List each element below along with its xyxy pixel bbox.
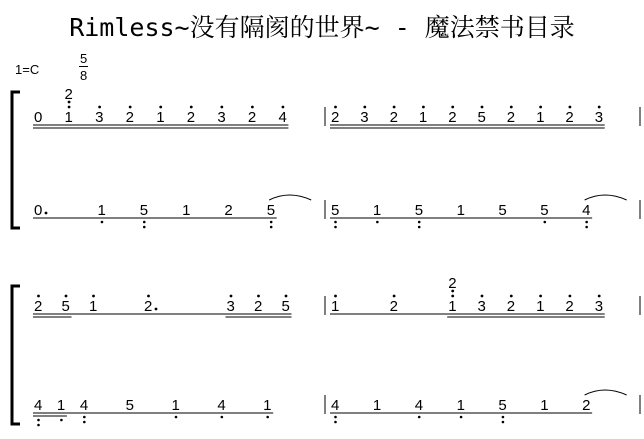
octave-dot bbox=[422, 106, 425, 109]
octave-dot bbox=[251, 106, 254, 109]
octave-dot bbox=[585, 226, 588, 229]
octave-dot bbox=[37, 424, 40, 427]
octave-dot bbox=[585, 221, 588, 224]
octave-dot bbox=[539, 295, 542, 298]
octave-dot bbox=[334, 416, 337, 419]
jianpu-note: 5 bbox=[61, 298, 70, 315]
jianpu-note: 5 bbox=[498, 202, 507, 219]
octave-dot bbox=[543, 221, 546, 224]
system-bracket bbox=[12, 92, 20, 228]
octave-dot bbox=[451, 106, 454, 109]
key-signature: 1=C bbox=[15, 62, 40, 77]
octave-mark: 2 bbox=[448, 275, 457, 292]
jianpu-note: 1 bbox=[372, 202, 382, 219]
jianpu-note: 5 bbox=[266, 202, 276, 219]
jianpu-note: 4 bbox=[278, 109, 287, 126]
jianpu-note: 2 bbox=[34, 298, 43, 315]
octave-dot bbox=[129, 106, 132, 109]
jianpu-note: 1 bbox=[418, 109, 428, 126]
jianpu-note: 1 bbox=[171, 397, 180, 414]
jianpu-note: 1 bbox=[456, 397, 465, 414]
octave-dot bbox=[510, 295, 513, 298]
score-title: Rimless~没有隔阂的世界~ - 魔法禁书目录 bbox=[69, 13, 575, 42]
octave-dot bbox=[143, 226, 146, 229]
jianpu-note: 3 bbox=[217, 109, 226, 126]
jianpu-note: 2 bbox=[506, 109, 516, 126]
octave-dot bbox=[221, 416, 224, 419]
jianpu-note: 4 bbox=[34, 397, 43, 414]
jianpu-note: 3 bbox=[594, 298, 604, 315]
octave-dot bbox=[190, 106, 193, 109]
octave-dot bbox=[147, 295, 150, 298]
octave-dot bbox=[159, 106, 162, 109]
jianpu-note: 1 bbox=[263, 397, 272, 414]
octave-dot bbox=[510, 106, 513, 109]
octave-dot bbox=[598, 295, 601, 298]
jianpu-note: 5 bbox=[281, 298, 290, 315]
jianpu-note: 1 bbox=[331, 298, 340, 315]
jianpu-note: 0 bbox=[34, 109, 43, 126]
jianpu-note: 5 bbox=[125, 397, 135, 414]
time-numerator: 5 bbox=[80, 51, 88, 66]
jianpu-note: 1 bbox=[448, 298, 457, 315]
jianpu-note: 4 bbox=[217, 397, 226, 414]
octave-dot bbox=[481, 106, 484, 109]
jianpu-note: 2 bbox=[389, 298, 398, 315]
octave-dot bbox=[60, 419, 63, 422]
octave-dot bbox=[83, 421, 86, 424]
octave-dot bbox=[334, 226, 337, 229]
octave-dot bbox=[334, 106, 337, 109]
jianpu-note: 0 bbox=[34, 202, 43, 219]
jianpu-note: 1 bbox=[536, 298, 545, 315]
octave-mark: 2 bbox=[64, 86, 73, 103]
jianpu-note: 2 bbox=[254, 298, 263, 315]
jianpu-note: 3 bbox=[95, 109, 104, 126]
octave-dot bbox=[98, 106, 101, 109]
jianpu-note: 2 bbox=[389, 109, 398, 126]
octave-dot bbox=[460, 416, 463, 419]
octave-dot bbox=[270, 221, 273, 224]
octave-dot bbox=[334, 295, 337, 298]
octave-dot bbox=[393, 106, 396, 109]
jianpu-note: 4 bbox=[414, 397, 424, 414]
octave-dot bbox=[230, 295, 233, 298]
octave-dot bbox=[83, 416, 86, 419]
jianpu-note: 2 bbox=[582, 397, 591, 414]
jianpu-note: 3 bbox=[594, 109, 604, 126]
octave-dot bbox=[37, 419, 40, 422]
jianpu-note: 2 bbox=[565, 109, 574, 126]
jianpu-note: 1 bbox=[372, 397, 382, 414]
octave-dot bbox=[65, 295, 68, 298]
octave-dot bbox=[502, 421, 505, 424]
jianpu-note: 1 bbox=[456, 202, 465, 219]
jianpu-note: 3 bbox=[226, 298, 235, 315]
jianpu-note: 2 bbox=[448, 109, 457, 126]
system-bracket bbox=[12, 286, 20, 424]
jianpu-note: 4 bbox=[582, 202, 591, 219]
jianpu-note: 5 bbox=[139, 202, 149, 219]
jianpu-note: 1 bbox=[156, 109, 165, 126]
octave-dot bbox=[418, 226, 421, 229]
octave-dot bbox=[539, 106, 542, 109]
jianpu-note: 5 bbox=[498, 397, 507, 414]
octave-dot bbox=[502, 416, 505, 419]
jianpu-note: 4 bbox=[331, 397, 340, 414]
octave-dot bbox=[418, 221, 421, 224]
octave-dot bbox=[92, 295, 95, 298]
jianpu-note: 2 bbox=[125, 109, 135, 126]
jianpu-note: 2 bbox=[506, 298, 516, 315]
octave-dot bbox=[569, 295, 572, 298]
jianpu-note: 1 bbox=[182, 202, 191, 219]
octave-dot bbox=[68, 106, 71, 109]
jianpu-note: 2 bbox=[247, 109, 257, 126]
tie-arc bbox=[269, 195, 311, 200]
jianpu-note: 2 bbox=[224, 202, 233, 219]
jianpu-note: 5 bbox=[331, 202, 340, 219]
octave-dot bbox=[220, 106, 223, 109]
octave-dot bbox=[257, 295, 260, 298]
octave-dot bbox=[376, 221, 379, 224]
octave-dot bbox=[270, 226, 273, 229]
jianpu-note: 1 bbox=[540, 397, 549, 414]
jianpu-note: 5 bbox=[540, 202, 549, 219]
octave-dot bbox=[598, 106, 601, 109]
octave-dot bbox=[481, 295, 484, 298]
octave-dot bbox=[334, 221, 337, 224]
jianpu-note: 1 bbox=[97, 202, 106, 219]
tie-arc bbox=[585, 195, 627, 200]
tie-arc bbox=[585, 390, 627, 395]
octave-dot bbox=[285, 295, 288, 298]
jianpu-note: 1 bbox=[64, 109, 73, 126]
octave-dot bbox=[175, 416, 178, 419]
octave-dot bbox=[393, 295, 396, 298]
jianpu-note: 3 bbox=[477, 298, 486, 315]
octave-dot bbox=[363, 106, 366, 109]
jianpu-note: 5 bbox=[477, 109, 486, 126]
time-denominator: 8 bbox=[80, 68, 88, 83]
augmentation-dot bbox=[45, 212, 48, 215]
octave-dot bbox=[266, 416, 269, 419]
augmentation-dot bbox=[155, 308, 158, 311]
octave-dot bbox=[37, 295, 40, 298]
octave-dot bbox=[418, 416, 421, 419]
jianpu-note: 2 bbox=[565, 298, 574, 315]
octave-dot bbox=[282, 106, 285, 109]
jianpu-note: 1 bbox=[89, 298, 98, 315]
octave-dot bbox=[334, 421, 337, 424]
jianpu-note: 2 bbox=[186, 109, 196, 126]
octave-dot bbox=[143, 221, 146, 224]
jianpu-note: 5 bbox=[414, 202, 424, 219]
jianpu-note: 4 bbox=[79, 397, 89, 414]
jianpu-note: 2 bbox=[144, 298, 153, 315]
jianpu-note: 1 bbox=[56, 397, 66, 414]
octave-dot bbox=[569, 106, 572, 109]
jianpu-note: 1 bbox=[536, 109, 545, 126]
jianpu-note: 2 bbox=[331, 109, 340, 126]
octave-dot bbox=[451, 295, 454, 298]
octave-dot bbox=[101, 221, 104, 224]
jianpu-note: 3 bbox=[360, 109, 369, 126]
